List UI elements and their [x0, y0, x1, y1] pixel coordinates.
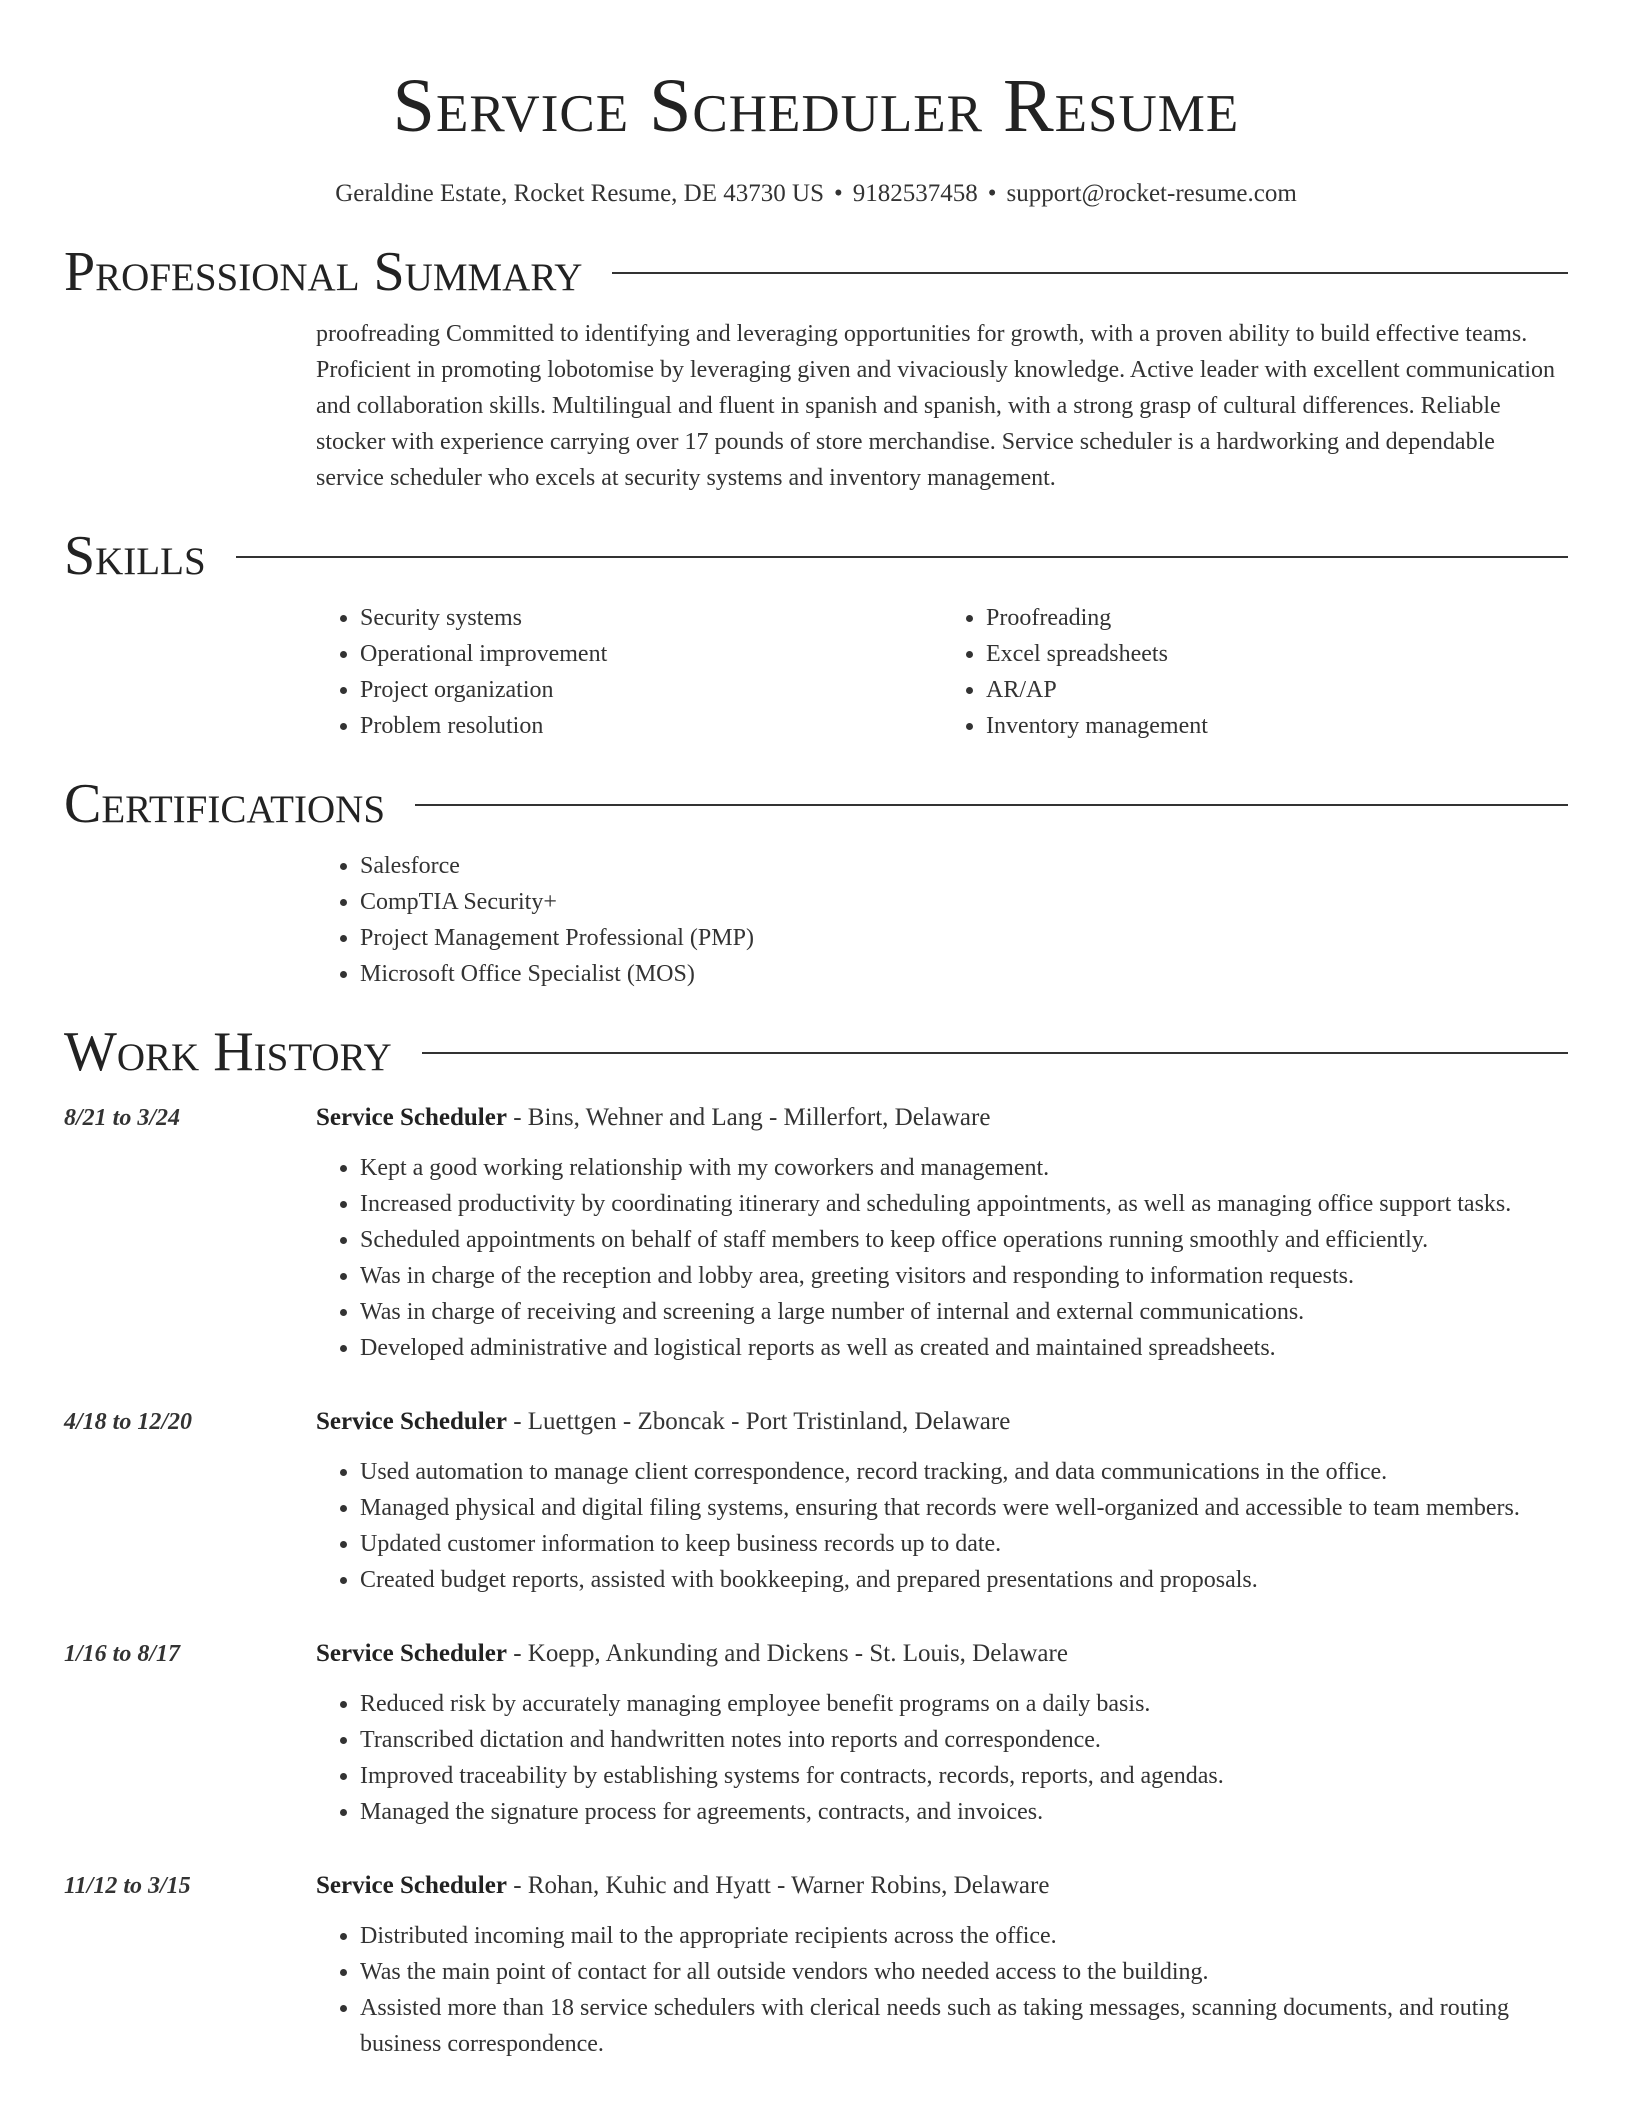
- contact-phone: 9182537458: [852, 180, 978, 207]
- contact-email: support@rocket-resume.com: [1006, 180, 1297, 207]
- section-divider: [415, 804, 1568, 806]
- job-bullet: • Created budget reports, assisted with bookkeeping, and prepared presentations and proposals.: [360, 1562, 1568, 1598]
- job-employer-location: - Bins, Wehner and Lang - Millerfort, Delaware: [506, 1104, 991, 1131]
- job-bullets: [316, 1150, 1568, 1366]
- skills-section: [64, 524, 1568, 744]
- certifications-section: [64, 772, 1568, 992]
- skills-right-list: [942, 600, 1568, 744]
- job-spacer: [64, 1830, 1568, 1848]
- job-bullet: • Assisted more than 18 service schedulers with clerical needs such as taking messages, scanning documents, and routing business correspondence.: [360, 1990, 1568, 2062]
- skill-item: • Proofreading: [986, 600, 1568, 636]
- job-bullet: • Managed physical and digital filing systems, ensuring that records were well-organized and accessible to team members.: [360, 1490, 1568, 1526]
- certifications-header: [64, 772, 1568, 836]
- section-title: Skills: [64, 525, 206, 587]
- job-dates: 11/12 to 3/15: [64, 1873, 191, 1899]
- certifications-list: [316, 848, 1568, 992]
- job-role: Service Scheduler: [316, 1408, 507, 1435]
- job-bullet: • Kept a good working relationship with my coworkers and management.: [360, 1150, 1568, 1186]
- skill-item: • Problem resolution: [360, 708, 942, 744]
- job-role: Service Scheduler: [316, 1872, 507, 1899]
- skill-item: • Security systems: [360, 600, 942, 636]
- job-bullet: • Increased productivity by coordinating itinerary and scheduling appointments, as well as managing office support tasks.: [360, 1186, 1568, 1222]
- skill-item: • AR/AP: [986, 672, 1568, 708]
- contact-address: Geraldine Estate, Rocket Resume, DE 43730 US: [335, 180, 824, 207]
- job-content: [316, 1868, 1568, 2062]
- job-spacer: [64, 1366, 1568, 1384]
- section-title: Professional Summary: [64, 241, 583, 303]
- contact-separator: •: [833, 180, 843, 207]
- job-bullet: • Reduced risk by accurately managing employee benefit programs on a daily basis.: [360, 1686, 1568, 1722]
- skills-columns: [316, 600, 1568, 744]
- job-bullet: • Distributed incoming mail to the appropriate recipients across the office.: [360, 1918, 1568, 1954]
- job-bullet: • Developed administrative and logistical reports as well as created and maintained spreadsheets.: [360, 1330, 1568, 1366]
- job-bullet: • Scheduled appointments on behalf of staff members to keep office operations running smoothly and efficiently.: [360, 1222, 1568, 1258]
- job-role: Service Scheduler: [316, 1640, 507, 1667]
- section-divider: [422, 1052, 1568, 1054]
- job-bullet: • Managed the signature process for agreements, contracts, and invoices.: [360, 1794, 1568, 1830]
- resume-title: Service Scheduler Resume: [392, 64, 1240, 148]
- job-entry: [64, 1100, 1568, 1366]
- summary-header: [64, 240, 1568, 304]
- summary-text: proofreading Committed to identifying and leveraging opportunities for growth, with a proven ability to build effective teams. Proficient in promoting lobotomise by leveraging given and vivaciously knowledge. Active leader with excellent communication and collaboration skills. Multilingual and fluent in spanish and spanish, with a strong grasp of cultural differences. Reliable stocker with experience carrying over 17 pounds of store merchandise. Service scheduler is a hardworking and dependable service scheduler who excels at security systems and inventory management.: [316, 321, 1556, 491]
- job-heading: [316, 1868, 1568, 1904]
- certification-item: • Project Management Professional (PMP): [360, 920, 1568, 956]
- section-title: Work History: [64, 1021, 392, 1083]
- job-heading: [316, 1636, 1568, 1672]
- skill-item: • Operational improvement: [360, 636, 942, 672]
- job-dates: 4/18 to 12/20: [64, 1409, 193, 1435]
- job-content: [316, 1636, 1568, 1830]
- job-bullet: • Transcribed dictation and handwritten notes into reports and correspondence.: [360, 1722, 1568, 1758]
- contact-line: [64, 178, 1568, 210]
- job-bullet: • Was the main point of contact for all outside vendors who needed access to the building.: [360, 1954, 1568, 1990]
- job-bullet: • Used automation to manage client correspondence, record tracking, and data communications in the office.: [360, 1454, 1568, 1490]
- contact-separator: •: [987, 180, 997, 207]
- job-employer-location: - Rohan, Kuhic and Hyatt - Warner Robins, Delaware: [506, 1872, 1050, 1899]
- job-entry: [64, 1868, 1568, 2062]
- job-dates: 1/16 to 8/17: [64, 1641, 181, 1667]
- job-entry: [64, 1636, 1568, 1830]
- skills-header: [64, 524, 1568, 588]
- certification-item: • Microsoft Office Specialist (MOS): [360, 956, 1568, 992]
- work-section: [64, 1020, 1568, 2062]
- certifications-body: [316, 848, 1568, 992]
- job-bullets: [316, 1686, 1568, 1830]
- certification-item: • CompTIA Security+: [360, 884, 1568, 920]
- job-bullets: [316, 1454, 1568, 1598]
- job-dates: 8/21 to 3/24: [64, 1105, 181, 1131]
- job-heading: [316, 1404, 1568, 1440]
- job-content: [316, 1404, 1568, 1598]
- certification-item: • Salesforce: [360, 848, 1568, 884]
- job-bullet: • Was in charge of receiving and screening a large number of internal and external communications.: [360, 1294, 1568, 1330]
- job-bullets: [316, 1918, 1568, 2062]
- skill-item: • Inventory management: [986, 708, 1568, 744]
- section-divider: [612, 272, 1568, 274]
- job-spacer: [64, 1598, 1568, 1616]
- work-header: [64, 1020, 1568, 1084]
- section-title: Certifications: [64, 773, 386, 835]
- job-employer-location: - Koepp, Ankunding and Dickens - St. Louis, Delaware: [506, 1640, 1068, 1667]
- job-bullet: • Was in charge of the reception and lobby area, greeting visitors and responding to information requests.: [360, 1258, 1568, 1294]
- skill-item: • Project organization: [360, 672, 942, 708]
- job-bullet: • Improved traceability by establishing systems for contracts, records, reports, and agendas.: [360, 1758, 1568, 1794]
- job-bullet: • Updated customer information to keep business records up to date.: [360, 1526, 1568, 1562]
- job-entry: [64, 1404, 1568, 1598]
- section-divider: [236, 556, 1568, 558]
- skill-item: • Excel spreadsheets: [986, 636, 1568, 672]
- job-role: Service Scheduler: [316, 1104, 507, 1131]
- job-content: [316, 1100, 1568, 1366]
- work-history-list: [64, 1100, 1568, 2062]
- job-employer-location: - Luettgen - Zboncak - Port Tristinland, Delaware: [506, 1408, 1011, 1435]
- summary-section: [64, 240, 1568, 496]
- skills-left-list: [316, 600, 942, 744]
- job-heading: [316, 1100, 1568, 1136]
